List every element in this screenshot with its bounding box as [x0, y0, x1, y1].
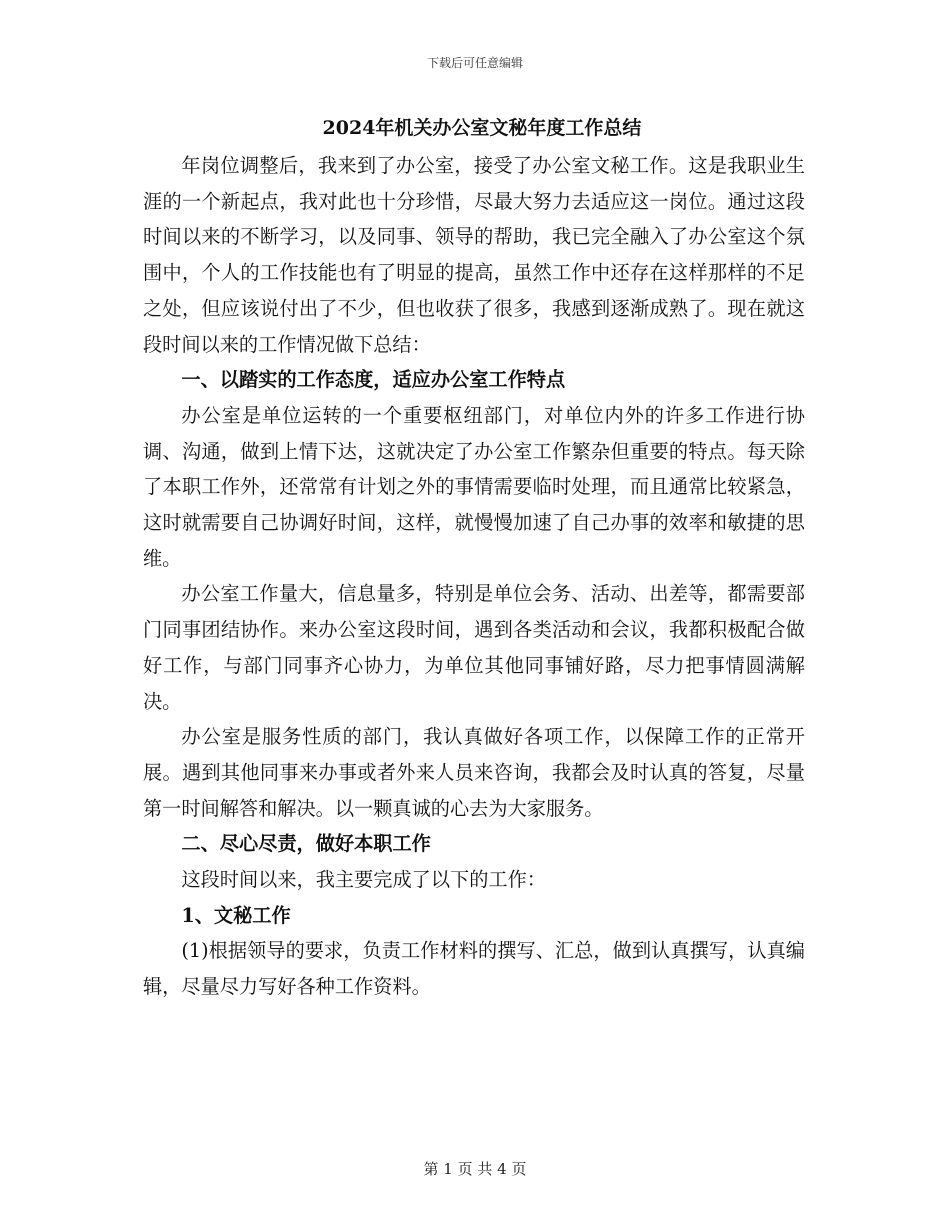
document-body [143, 112, 805, 1005]
section-heading-2: 二、尽心尽责，做好本职工作 [181, 832, 431, 856]
header-note: 下载后可任意编辑 [426, 56, 523, 70]
page-number: 第 1 页 共 4 页 [423, 1160, 527, 1178]
paragraph: 办公室是单位运转的一个重要枢纽部门，对单位内外的许多工作进行协调、沟通，做到上情下达，这就决定了办公室工作繁杂但重要的特点。每天除了本职工作外，还常常有计划之外的事情需要临时处理，而且通常比较紧急，这时就需要自己协调好时间，这样，就慢慢加速了自己办事的效率和敏捷的思维。 [143, 403, 805, 570]
paragraph: 这段时间以来，我主要完成了以下的工作： [181, 868, 546, 892]
document-title: 2024年机关办公室文秘年度工作总结 [322, 117, 642, 139]
paragraph-intro: 年岗位调整后，我来到了办公室，接受了办公室文秘工作。这是我职业生涯的一个新起点，我对此也十分珍惜，尽最大努力去适应这一岗位。通过这段时间以来的不断学习，以及同事、领导的帮助，我已完全融入了办公室这个氛围中，个人的工作技能也有了明显的提高，虽然工作中还存在这样那样的不足之处，但应该说付出了不少，但也收获了很多，我感到逐渐成熟了。现在就这段时间以来的工作情况做下总结： [143, 154, 805, 356]
paragraph: 办公室是服务性质的部门，我认真做好各项工作，以保障工作的正常开展。遇到其他同事来办事或者外来人员来咨询，我都会及时认真的答复，尽量第一时间解答和解决。以一颗真诚的心去为大家服务。 [143, 725, 805, 820]
section-heading-1: 一、以踏实的工作态度，适应办公室工作特点 [181, 368, 566, 392]
subsection-heading-1: 1、文秘工作 [181, 903, 291, 927]
paragraph: (1)根据领导的要求，负责工作材料的撰写、汇总，做到认真撰写，认真编辑，尽量尽力写好各种工作资料。 [143, 939, 805, 999]
paragraph: 办公室工作量大，信息量多，特别是单位会务、活动、出差等，都需要部门同事团结协作。来办公室这段时间，遇到各类活动和会议，我都积极配合做好工作，与部门同事齐心协力，为单位其他同事铺好路，尽力把事情圆满解决。 [143, 582, 805, 713]
